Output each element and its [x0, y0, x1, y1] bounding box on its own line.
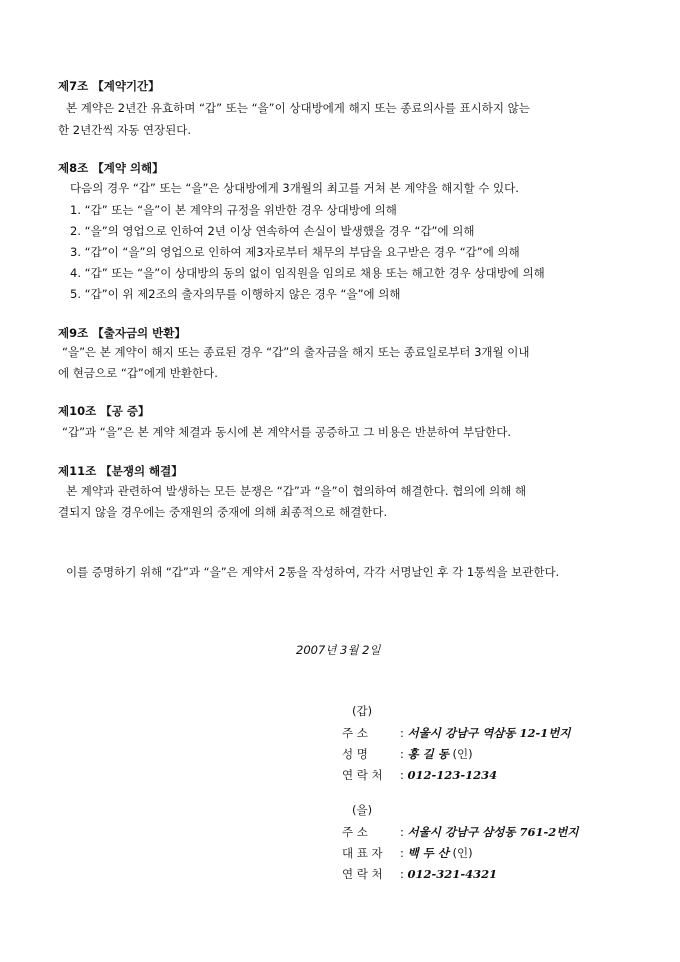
article-7-line-2: 한 2년간씩 자동 연장된다.	[58, 123, 192, 137]
separator: :	[400, 768, 408, 782]
article-9-heading: 제9조 【출자금의 반환】	[58, 326, 186, 340]
article-7-line-1: 본 계약은 2년간 유효하며 “갑” 또는 “을”이 상대방에게 해지 또는 종료의사를 표시하지 않는	[66, 101, 530, 115]
article-8-item-3: 3. “갑”이 “을”의 영업으로 인하여 제3자로부터 채무의 부담을 요구받은 경우 “갑”에 의해	[70, 245, 520, 259]
article-8-item-4: 4. “갑” 또는 “을”이 상대방의 동의 없이 임직원을 임의로 채용 또는 해고한 경우 상대방에 의해	[70, 266, 545, 280]
article-8-item-1: 1. “갑” 또는 “을”이 본 계약의 규정을 위반한 경우 상대방에 의해	[70, 203, 397, 217]
article-11-heading: 제11조 【분쟁의 해결】	[58, 464, 183, 478]
party-gap-phone-value: 012-123-1234	[407, 768, 498, 782]
article-9-line-2: 에 현금으로 “갑”에게 반환한다.	[58, 366, 218, 380]
article-8-intro: 다음의 경우 “갑” 또는 “을”은 상대방에게 3개월의 최고를 거쳐 본 계약을 해지할 수 있다.	[70, 181, 519, 195]
party-eul-rep-value: 백 두 산	[407, 846, 449, 860]
party-gap-seal: (인)	[452, 747, 473, 761]
party-eul-address-value: 서울시 강남구 삼성동 761-2번지	[407, 825, 579, 839]
article-11-line-1: 본 계약과 관련하여 발생하는 모든 분쟁은 “갑”과 “을”이 협의하여 해결한다. 협의에 의해 해	[66, 484, 527, 498]
party-gap-phone-key: 연 락 처	[342, 768, 383, 782]
party-eul-phone-row	[342, 867, 497, 881]
party-eul-rep-key: 대 표 자	[342, 846, 383, 860]
party-gap-address-value: 서울시 강남구 역삼동 12-1번지	[407, 726, 571, 740]
separator: :	[400, 846, 408, 860]
article-10-line-1: “갑”과 “을”은 본 계약 체결과 동시에 본 계약서를 공증하고 그 비용은 반분하여 부담한다.	[62, 425, 512, 439]
party-gap-address-row	[342, 726, 571, 740]
article-8-item-2: 2. “을”의 영업으로 인하여 2년 이상 연속하여 손실이 발생했을 경우 “갑”에 의해	[70, 224, 475, 238]
article-8-heading: 제8조 【계약 의해】	[58, 161, 164, 175]
party-eul-address-key: 주 소	[342, 825, 368, 839]
party-eul-label: (을)	[352, 803, 373, 817]
article-7-heading: 제7조 【계약기간】	[58, 79, 160, 93]
contract-date: 2007년 3월 2일	[296, 643, 381, 657]
party-gap-address-key: 주 소	[342, 726, 368, 740]
closing-statement: 이를 증명하기 위해 “갑”과 “을”은 계약서 2통을 작성하여, 각각 서명날인 후 각 1통씩을 보관한다.	[66, 565, 560, 579]
party-gap-label: (갑)	[352, 704, 373, 718]
separator: :	[400, 825, 408, 839]
party-gap-name-key: 성 명	[342, 747, 368, 761]
party-gap-phone-row	[342, 768, 497, 782]
party-eul-rep-row	[342, 846, 473, 860]
party-eul-seal: (인)	[452, 846, 473, 860]
party-eul-address-row	[342, 825, 579, 839]
separator: :	[400, 867, 408, 881]
party-gap-name-row	[342, 747, 473, 761]
party-eul-phone-value: 012-321-4321	[407, 867, 498, 881]
article-8-item-5: 5. “갑”이 위 제2조의 출자의무를 이행하지 않은 경우 “을”에 의해	[70, 287, 401, 301]
article-10-heading: 제10조 【공 증】	[58, 404, 150, 418]
party-eul-phone-key: 연 락 처	[342, 867, 383, 881]
separator: :	[400, 747, 408, 761]
party-gap-name-value: 홍 길 동	[407, 747, 449, 761]
separator: :	[400, 726, 408, 740]
article-9-line-1: “을”은 본 계약이 해지 또는 종료된 경우 “갑”의 출자금을 해지 또는 종료일로부터 3개월 이내	[62, 345, 530, 359]
article-11-line-2: 결되지 않을 경우에는 중재원의 중재에 의해 최종적으로 해결한다.	[58, 505, 388, 519]
